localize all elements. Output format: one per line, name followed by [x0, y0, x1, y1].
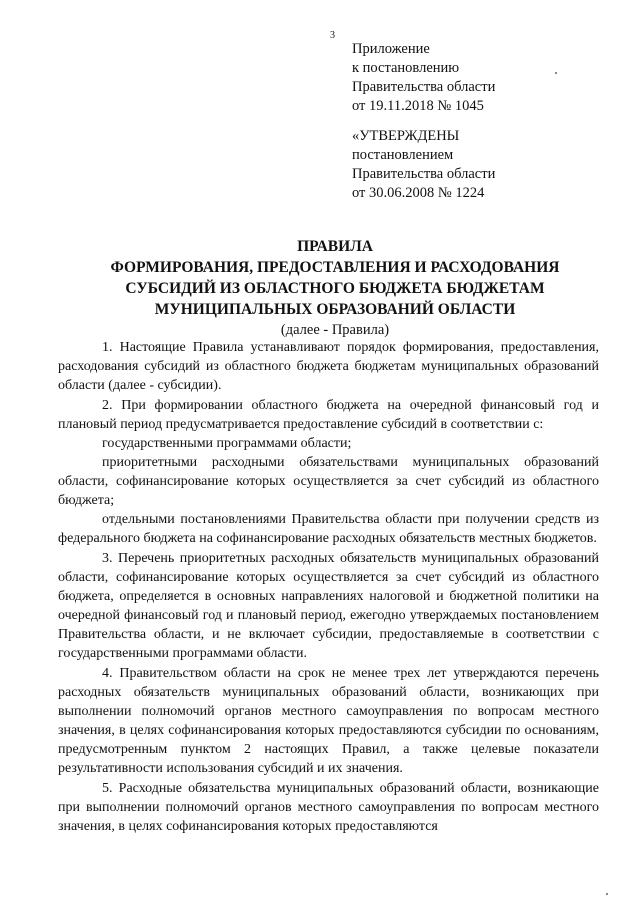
- paragraph-5: 5. Расходные обязательства муниципальных образований области, возникающие при выполнении полномочий органов местного самоуправления по вопросам местного значения, в целях софинансирования которых предоставляются: [58, 781, 599, 834]
- title-line: ПРАВИЛА: [297, 238, 373, 255]
- paragraph-1: 1. Настоящие Правила устанавливают порядок формирования, предоставления, расходования субсидий из областного бюджета бюджетам муниципальных образований области (далее - субсидии).: [58, 340, 599, 393]
- approval-stamp: [352, 127, 622, 203]
- paragraph-2-item-resolutions: отдельными постановлениями Правительства области при получении средств из федерального бюджета на софинансирование расходных обязательств местных бюджетов.: [58, 512, 599, 546]
- document-title: [90, 236, 580, 340]
- page-number: 3: [330, 30, 335, 41]
- appendix-line: от 19.11.2018 № 1045: [352, 98, 484, 114]
- approval-line: Правительства области: [352, 166, 496, 182]
- appendix-line: Приложение: [352, 41, 430, 57]
- paragraph-2: 2. При формировании областного бюджета на очередной финансовый год и плановый период предусматривается предоставление субсидий в соответствии с:: [58, 398, 599, 432]
- appendix-line: Правительства области: [352, 79, 496, 95]
- approval-line: постановлением: [352, 147, 454, 163]
- title-line: ФОРМИРОВАНИЯ, ПРЕДОСТАВЛЕНИЯ И РАСХОДОВАНИЯ: [110, 259, 560, 276]
- title-subtitle: (далее - Правила): [280, 322, 390, 338]
- paragraph-4: 4. Правительством области на срок не менее трех лет утверждаются перечень расходных обязательств муниципальных образований области, возникающих при выполнении полномочий органов местного самоуправления по вопросам местного значения, в целях софинансирования которых предоставляются субсидии по основаниям, предусмотренным пунктом 2 настоящих Правил, а также целевые показатели результативности использования субсидий и их значения.: [58, 666, 599, 776]
- rules-body: [58, 338, 599, 836]
- scan-speck: [555, 72, 557, 74]
- title-line: СУБСИДИЙ ИЗ ОБЛАСТНОГО БЮДЖЕТА БЮДЖЕТАМ: [125, 280, 545, 297]
- approval-line: от 30.06.2008 № 1224: [352, 185, 485, 201]
- approval-line: «УТВЕРЖДЕНЫ: [352, 128, 460, 144]
- scan-speck: [606, 893, 608, 895]
- paragraph-2-item-programs: государственными программами области;: [102, 436, 352, 451]
- paragraph-3: 3. Перечень приоритетных расходных обязательств муниципальных образований области, софинансирование которых осуществляется за счет субсидий из областного бюджета, определяется в основных направлениях налоговой и бюджетной политики на очередной финансовый год и плановый период, ежегодно утверждаемых постановлением Правительства области, и не включает субсидии, предоставляемые в соответствии с государственными программами области.: [58, 551, 599, 661]
- appendix-reference: [352, 40, 622, 116]
- paragraph-2-item-priority: приоритетными расходными обязательствами муниципальных образований области, софинансирование которых осуществляется за счет субсидий из областного бюджета;: [58, 455, 599, 508]
- title-line: МУНИЦИПАЛЬНЫХ ОБРАЗОВАНИЙ ОБЛАСТИ: [154, 301, 516, 318]
- appendix-line: к постановлению: [352, 60, 460, 76]
